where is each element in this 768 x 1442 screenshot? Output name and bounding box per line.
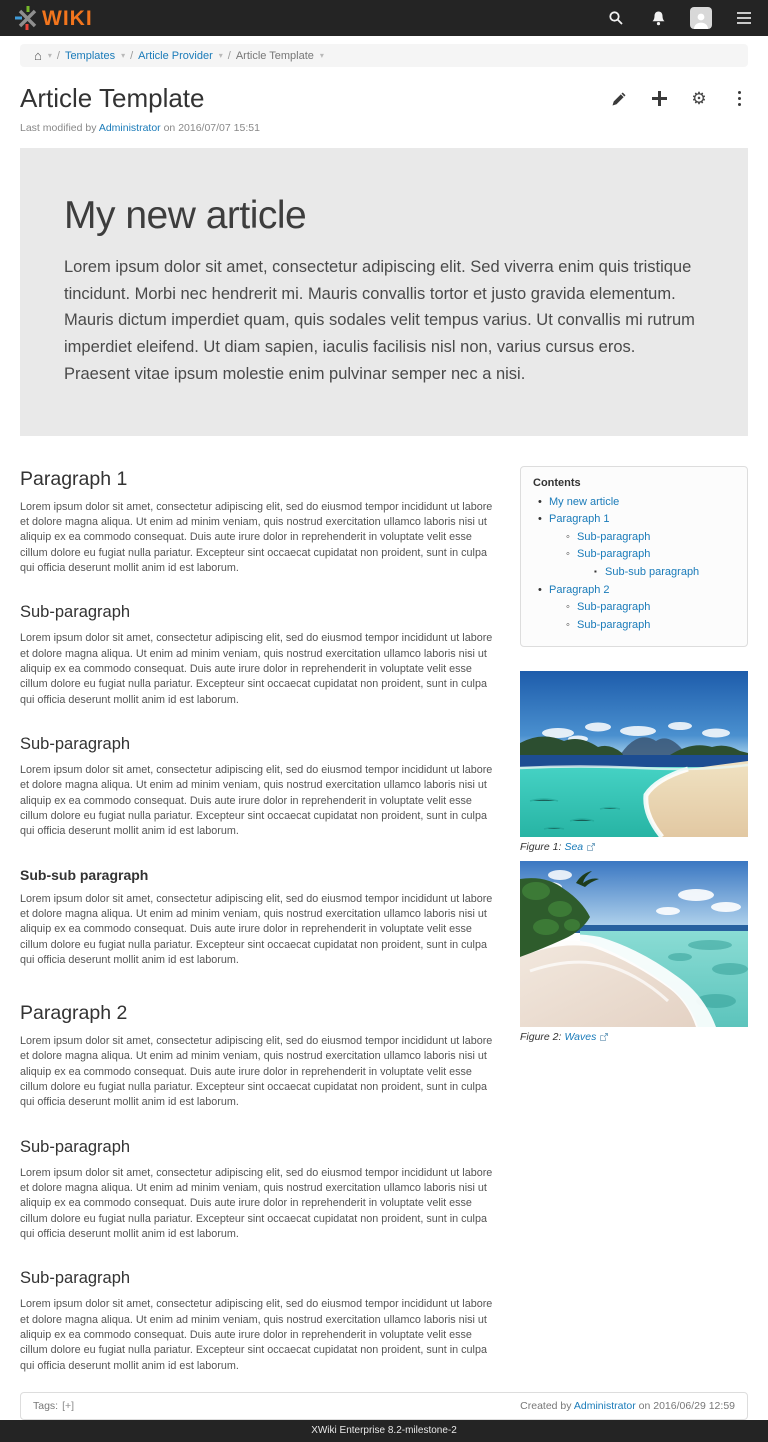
external-link-icon <box>587 843 595 851</box>
contents-list <box>533 494 735 635</box>
toc-item <box>533 599 735 617</box>
figure-caption <box>520 1031 748 1043</box>
section-body: Lorem ipsum dolor sit amet, consectetur adipiscing elit, sed do eiusmod tempor incididunt ut labore et dolore magna aliqua. Ut enim ad minim veniam, quis nostrud exercitation ullamco laboris nisi ut aliquip ex ea commodo consequat. Duis aute irure dolor in reprehenderit in voluptate velit esse cillum dolore eu fugiat nulla pariatur. Excepteur sint occaecat cupidatat non proident, sunt in culpa qui officia deserunt mollit anim id est laborum. <box>20 1166 493 1241</box>
settings-gear-icon[interactable]: ⚙ <box>691 89 707 108</box>
toc-link[interactable]: Sub-paragraph <box>577 601 651 614</box>
article-hero-title: My new article <box>64 194 307 237</box>
waves-photo[interactable] <box>520 861 748 1027</box>
add-plus-icon[interactable] <box>650 90 668 108</box>
chevron-down-icon[interactable]: ▾ <box>319 51 324 60</box>
notifications-bell-icon[interactable] <box>648 8 668 28</box>
breadcrumb-item-current: Article Template <box>235 49 314 62</box>
created-suffix: on 2016/06/29 12:59 <box>638 1400 735 1413</box>
section-heading: Sub-paragraph <box>20 1137 131 1156</box>
figure-waves <box>520 861 748 1043</box>
external-link-icon <box>600 1033 608 1041</box>
breadcrumb-separator: / <box>130 49 134 62</box>
toc-link[interactable]: Sub-paragraph <box>577 618 651 631</box>
document-meta-bar <box>20 1392 748 1420</box>
chevron-down-icon[interactable]: ▾ <box>47 51 52 60</box>
breadcrumb <box>20 44 748 67</box>
section-heading: Sub-paragraph <box>20 734 131 753</box>
breadcrumb-item-article-provider[interactable]: Article Provider <box>138 49 213 62</box>
add-tag-button[interactable]: [+] <box>62 1400 75 1413</box>
figure-label: Figure 1: <box>520 841 562 854</box>
toc-link[interactable]: My new article <box>549 495 620 508</box>
toc-item <box>533 529 735 547</box>
modified-user-link[interactable]: Administrator <box>98 122 161 134</box>
toc-link[interactable]: Sub-paragraph <box>577 530 651 543</box>
breadcrumb-separator: / <box>56 49 60 62</box>
toc-link[interactable]: Paragraph 2 <box>549 583 610 596</box>
article-hero <box>20 148 748 436</box>
toc-item <box>533 564 735 582</box>
toc-link[interactable]: Sub-sub paragraph <box>605 565 700 578</box>
created-line <box>520 1400 735 1412</box>
section-body: Lorem ipsum dolor sit amet, consectetur adipiscing elit, sed do eiusmod tempor incididunt ut labore et dolore magna aliqua. Ut enim ad minim veniam, quis nostrud exercitation ullamco laboris nisi ut aliquip ex ea commodo consequat. Duis aute irure dolor in reprehenderit in voluptate velit esse cillum dolore eu fugiat nulla pariatur. Excepteur sint occaecat cupidatat non proident, sunt in culpa qui officia deserunt mollit anim id est laborum. <box>20 500 493 574</box>
figure-label: Figure 2: <box>520 1031 562 1044</box>
figure-link-sea[interactable]: Sea <box>564 841 584 854</box>
section-heading: Paragraph 1 <box>20 467 128 490</box>
modified-prefix: Last modified by <box>20 122 97 134</box>
section-heading: Sub-paragraph <box>20 1269 131 1288</box>
section-body: Lorem ipsum dolor sit amet, consectetur adipiscing elit, sed do eiusmod tempor incididunt ut labore et dolore magna aliqua. Ut enim ad minim veniam, quis nostrud exercitation ullamco laboris nisi ut aliquip ex ea commodo consequat. Duis aute irure dolor in reprehenderit in voluptate velit esse cillum dolore eu fugiat nulla pariatur. Excepteur sint occaecat cupidatat non proident, sunt in culpa qui officia deserunt mollit anim id est laborum. <box>20 892 493 966</box>
section-body: Lorem ipsum dolor sit amet, consectetur adipiscing elit, sed do eiusmod tempor incididunt ut labore et dolore magna aliqua. Ut enim ad minim veniam, quis nostrud exercitation ullamco laboris nisi ut aliquip ex ea commodo consequat. Duis aute irure dolor in reprehenderit in voluptate velit esse cillum dolore eu fugiat nulla pariatur. Excepteur sint occaecat cupidatat non proident, sunt in culpa qui officia deserunt mollit anim id est laborum. <box>20 1035 493 1109</box>
breadcrumb-item-templates[interactable]: Templates <box>64 49 116 62</box>
section-body: Lorem ipsum dolor sit amet, consectetur adipiscing elit, sed do eiusmod tempor incididunt ut labore et dolore magna aliqua. Ut enim ad minim veniam, quis nostrud exercitation ullamco laboris nisi ut aliquip ex ea commodo consequat. Duis aute irure dolor in reprehenderit in voluptate velit esse cillum dolore eu fugiat nulla pariatur. Excepteur sint occaecat cupidatat non proident, sunt in culpa qui officia deserunt mollit anim id est laborum. <box>20 763 493 838</box>
edit-pencil-icon[interactable] <box>610 90 628 108</box>
user-avatar[interactable] <box>690 7 712 29</box>
article-sections <box>20 466 500 1374</box>
figure-caption <box>520 841 748 853</box>
xwiki-logo[interactable] <box>14 5 93 31</box>
article-hero-text: Lorem ipsum dolor sit amet, consectetur adipiscing elit. Sed viverra enim quis tristique tincidunt. Morbi nec hendrerit mi. Mauris convallis tortor et justo gravida elementum. Mauris dictum imperdiet quam, quis sodales velit tempus varius. Ut convallis mi rutrum imperdiet eleifend. Ut diam sapien, iaculis facilisis nisl non, varius cursus eros. Praesent vitae ipsum molestie enim pulvinar semper nec a nisi. <box>64 258 695 383</box>
breadcrumb-separator: / <box>227 49 231 62</box>
toc-item <box>533 511 735 529</box>
section-body: Lorem ipsum dolor sit amet, consectetur adipiscing elit, sed do eiusmod tempor incididunt ut labore et dolore magna aliqua. Ut enim ad minim veniam, quis nostrud exercitation ullamco laboris nisi ut aliquip ex ea commodo consequat. Duis aute irure dolor in reprehenderit in voluptate velit esse cillum dolore eu fugiat nulla pariatur. Excepteur sint occaecat cupidatat non proident, sunt in culpa qui officia deserunt mollit anim id est laborum. <box>20 632 493 706</box>
toc-item <box>533 617 735 635</box>
figure-link-waves[interactable]: Waves <box>564 1031 597 1044</box>
section-heading: Paragraph 2 <box>20 1002 128 1025</box>
xwiki-x-mark <box>14 5 40 31</box>
figure-sea <box>520 671 748 853</box>
toc-item <box>533 546 735 564</box>
top-navbar <box>0 0 768 36</box>
section-heading: Sub-sub paragraph <box>20 866 149 883</box>
contents-title: Contents <box>533 476 581 489</box>
footer-version-text: XWiki Enterprise 8.2-milestone-2 <box>311 1425 457 1437</box>
toc-item <box>533 494 735 512</box>
search-icon[interactable] <box>606 8 626 28</box>
chevron-down-icon[interactable]: ▾ <box>218 51 223 60</box>
more-actions-kebab-icon[interactable] <box>730 90 748 108</box>
contents-panel <box>520 466 748 648</box>
home-icon[interactable]: ⌂ <box>34 48 42 63</box>
modified-suffix: on 2016/07/07 15:51 <box>163 122 260 134</box>
toc-link[interactable]: Paragraph 1 <box>549 513 610 526</box>
sea-photo[interactable] <box>520 671 748 837</box>
footer <box>0 1420 768 1442</box>
tags-label: Tags: <box>33 1400 59 1413</box>
created-prefix: Created by <box>520 1400 572 1413</box>
toc-link[interactable]: Sub-paragraph <box>577 548 651 561</box>
chevron-down-icon[interactable]: ▾ <box>121 51 126 60</box>
drawer-menu-icon[interactable] <box>734 8 754 28</box>
section-body: Lorem ipsum dolor sit amet, consectetur adipiscing elit, sed do eiusmod tempor incididunt ut labore et dolore magna aliqua. Ut enim ad minim veniam, quis nostrud exercitation ullamco laboris nisi ut aliquip ex ea commodo consequat. Duis aute irure dolor in reprehenderit in voluptate velit esse cillum dolore eu fugiat nulla pariatur. Excepteur sint occaecat cupidatat non proident, sunt in culpa qui officia deserunt mollit anim id est laborum. <box>20 1298 493 1372</box>
created-user-link[interactable]: Administrator <box>573 1400 636 1413</box>
section-heading: Sub-paragraph <box>20 603 131 622</box>
toc-item <box>533 582 735 600</box>
xwiki-logo-text: WIKI <box>42 6 93 30</box>
page-title: Article Template <box>20 83 205 113</box>
last-modified-line <box>20 122 748 134</box>
